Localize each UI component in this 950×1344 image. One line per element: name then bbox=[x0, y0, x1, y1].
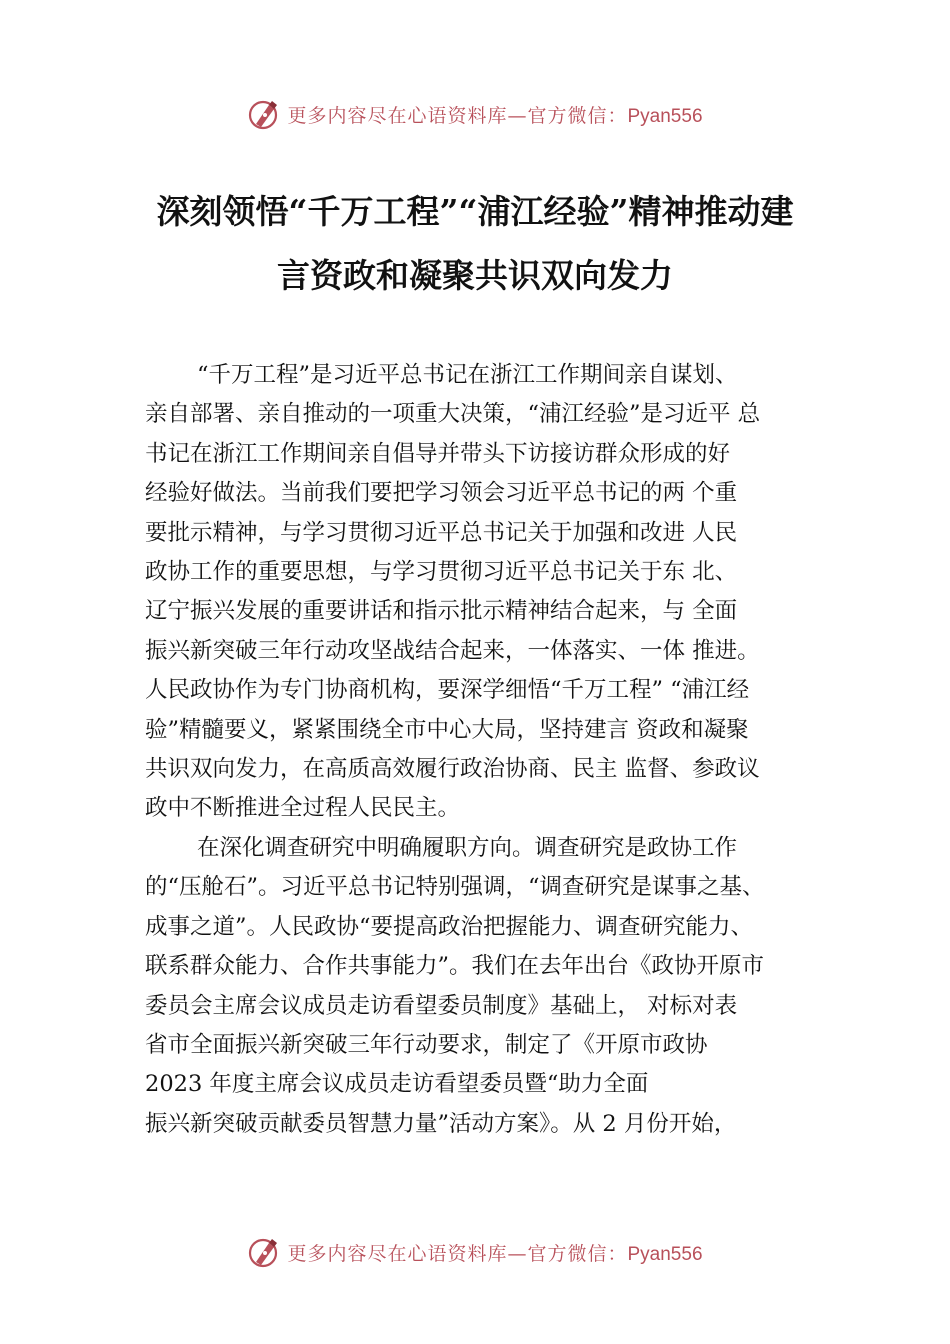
text-line: 的“压舱石”。习近平总书记特别强调，“调查研究是谋事之基、 bbox=[145, 874, 765, 901]
text-line: 辽宁振兴发展的重要讲话和指示批示精神结合起来，与 全面 bbox=[145, 598, 738, 625]
text-line: 委员会主席会议成员走访看望委员制度》基础上， 对标对表 bbox=[145, 992, 738, 1019]
text-line: 书记在浙江工作期间亲自倡导并带头下访接访群众形成的好 bbox=[145, 440, 731, 467]
paragraph-1 bbox=[145, 356, 835, 829]
banner-text: 更多内容尽在心语资料库—官方微信：Pyan556 bbox=[287, 1242, 703, 1265]
header-banner bbox=[0, 94, 950, 134]
document-title bbox=[120, 180, 830, 308]
pen-nib-logo-icon bbox=[247, 97, 281, 131]
text-line: 要批示精神，与学习贯彻习近平总书记关于加强和改进 人民 bbox=[145, 519, 738, 546]
text-line: 在深化调查研究中明确履职方向。调查研究是政协工作 bbox=[197, 834, 738, 861]
text-line: “千万工程”是习近平总书记在浙江工作期间亲自谋划、 bbox=[197, 362, 738, 388]
text-line: 联系群众能力、合作共事能力”。我们在去年出台《政协开原市 bbox=[145, 953, 765, 980]
text-line: 人民政协作为专门协商机构，要深学细悟“千万工程” “浦江经 bbox=[145, 677, 750, 704]
text-line: 2023 年度主席会议成员走访看望委员暨“助力全面 bbox=[145, 1071, 649, 1098]
document-body bbox=[145, 356, 835, 1144]
text-line: 政协工作的重要思想，与学习贯彻习近平总书记关于东 北、 bbox=[145, 559, 738, 586]
text-line: 振兴新突破贡献委员智慧力量”活动方案》。从 2 月份开始， bbox=[145, 1110, 737, 1137]
paragraph-2 bbox=[145, 829, 835, 1144]
text-line: 经验好做法。当前我们要把学习领会习近平总书记的两 个重 bbox=[145, 480, 738, 507]
title-line: 深刻领悟“千万工程”“浦江经验”精神推动建 bbox=[156, 192, 794, 231]
text-line: 验”精髓要义，紧紧围绕全市中心大局，坚持建言 资政和凝聚 bbox=[145, 716, 749, 743]
text-line: 政中不断推进全过程人民民主。 bbox=[145, 795, 461, 822]
title-line: 言资政和凝聚共识双向发力 bbox=[277, 256, 673, 295]
banner-wechat-handle: Pyan556 bbox=[627, 1243, 703, 1265]
text-line: 成事之道”。人民政协“要提高政治把握能力、调查研究能力、 bbox=[145, 913, 754, 940]
text-line: 共识双向发力，在高质高效履行政治协商、民主 监督、参政议 bbox=[145, 756, 760, 783]
text-line: 振兴新突破三年行动攻坚战结合起来，一体落实、一体 推进。 bbox=[145, 637, 760, 664]
footer-banner bbox=[0, 1232, 950, 1272]
banner-wechat-handle: Pyan556 bbox=[627, 105, 703, 127]
pen-nib-logo-icon bbox=[247, 1235, 281, 1269]
banner-text: 更多内容尽在心语资料库—官方微信：Pyan556 bbox=[287, 104, 703, 127]
text-line: 亲自部署、亲自推动的一项重大决策，“浦江经验”是习近平 总 bbox=[145, 401, 761, 428]
text-line: 省市全面振兴新突破三年行动要求，制定了《开原市政协 bbox=[145, 1031, 708, 1058]
